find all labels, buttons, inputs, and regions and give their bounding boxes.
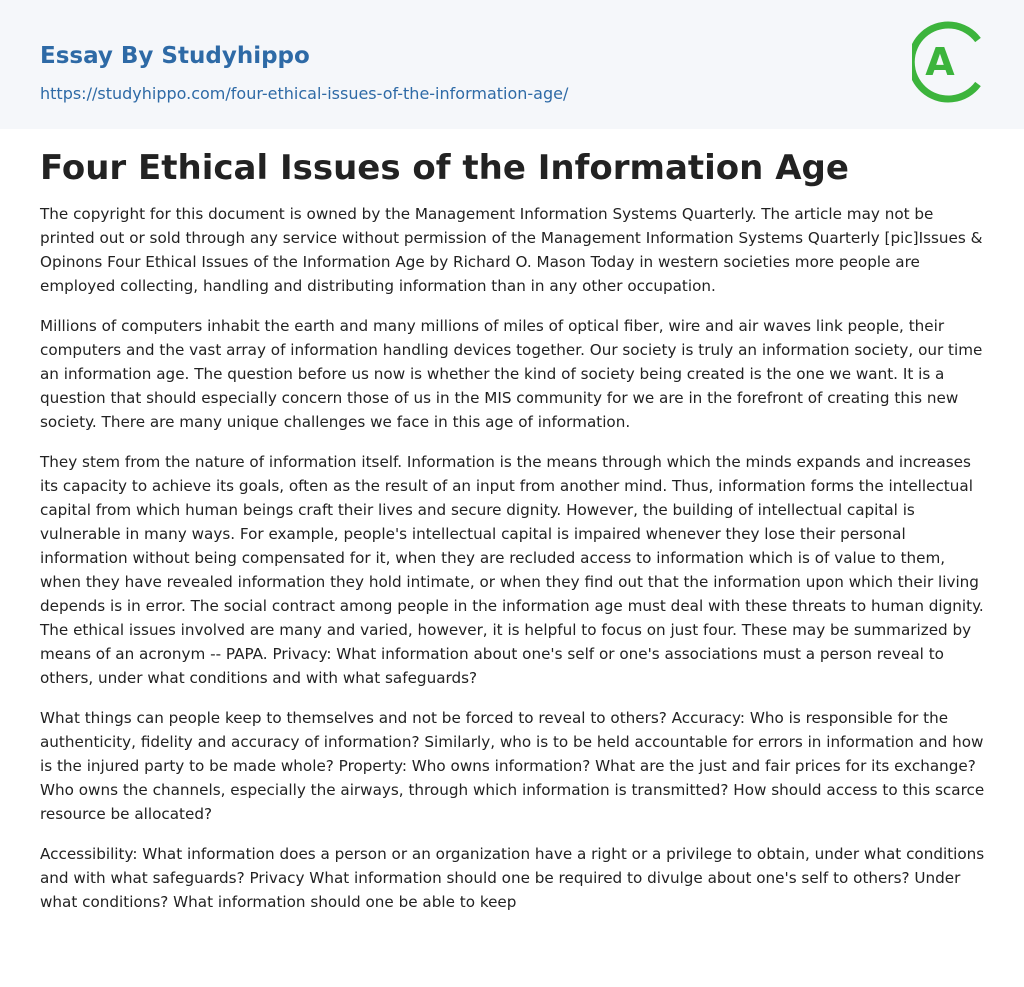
article-content — [40, 144, 985, 930]
article-paragraph: What things can people keep to themselves and not be forced to reveal to others? Accuracy: Who is responsible for the authenticity, fidelity and accuracy of information? Similarly, who is to be held accountable for errors in information and how is the injured party to be made whole? Property: Who owns information? What are the just and fair prices for its exchange? Who owns the channels, especially the airways, through which information is transmitted? How should access to this scarce resource be allocated? — [40, 709, 985, 823]
article-title: Four Ethical Issues of the Information Age — [40, 148, 849, 188]
article-paragraph: Accessibility: What information does a person or an organization have a right or a privilege to obtain, under what conditions and with what safeguards? Privacy What information should one be required to divulge about one's self to others? Under what conditions? What information should one be able to keep — [40, 845, 985, 911]
logo-letter: A — [925, 40, 955, 84]
source-url-link[interactable]: https://studyhippo.com/four-ethical-issues-of-the-information-age/ — [40, 84, 569, 103]
article-paragraph: The copyright for this document is owned by the Management Information Systems Quarterly. The article may not be printed out or sold through any service without permission of the Management Information Systems Quarterly [pic]Issues & Opinons Four Ethical Issues of the Information Age by Richard O. Mason Today in western societies more people are employed collecting, handling and distributing information than in any other occupation. — [40, 205, 983, 295]
studyhippo-logo-icon[interactable] — [912, 18, 988, 106]
article-paragraph: Millions of computers inhabit the earth and many millions of miles of optical fiber, wire and air waves link people, their computers and the vast array of information handling devices together. Our society is truly an information society, our time an information age. The question before us now is whether the kind of society being created is the one we want. It is a question that should especially concern those of us in the MIS community for we are in the forefront of creating this new society. There are many unique challenges we face in this age of information. — [40, 317, 983, 431]
site-header — [0, 0, 1024, 129]
article-paragraph: They stem from the nature of information itself. Information is the means through which the minds expands and increases its capacity to achieve its goals, often as the result of an input from another mind. Thus, information forms the intellectual capital from which human beings craft their lives and secure dignity. However, the building of intellectual capital is vulnerable in many ways. For example, people's intellectual capital is impaired whenever they lose their personal information without being compensated for it, when they are recluded access to information which is of value to them, when they have revealed information they hold intimate, or when they find out that the information upon which their living depends is in error. The social contract among people in the information age must deal with these threats to human dignity. The ethical issues involved are many and varied, however, it is helpful to focus on just four. These may be summarized by means of an acronym -- PAPA. Privacy: What information about one's self or one's associations must a person reveal to others, under what conditions and with what safeguards? — [40, 453, 984, 687]
site-brand[interactable]: Essay By Studyhippo — [40, 43, 310, 69]
